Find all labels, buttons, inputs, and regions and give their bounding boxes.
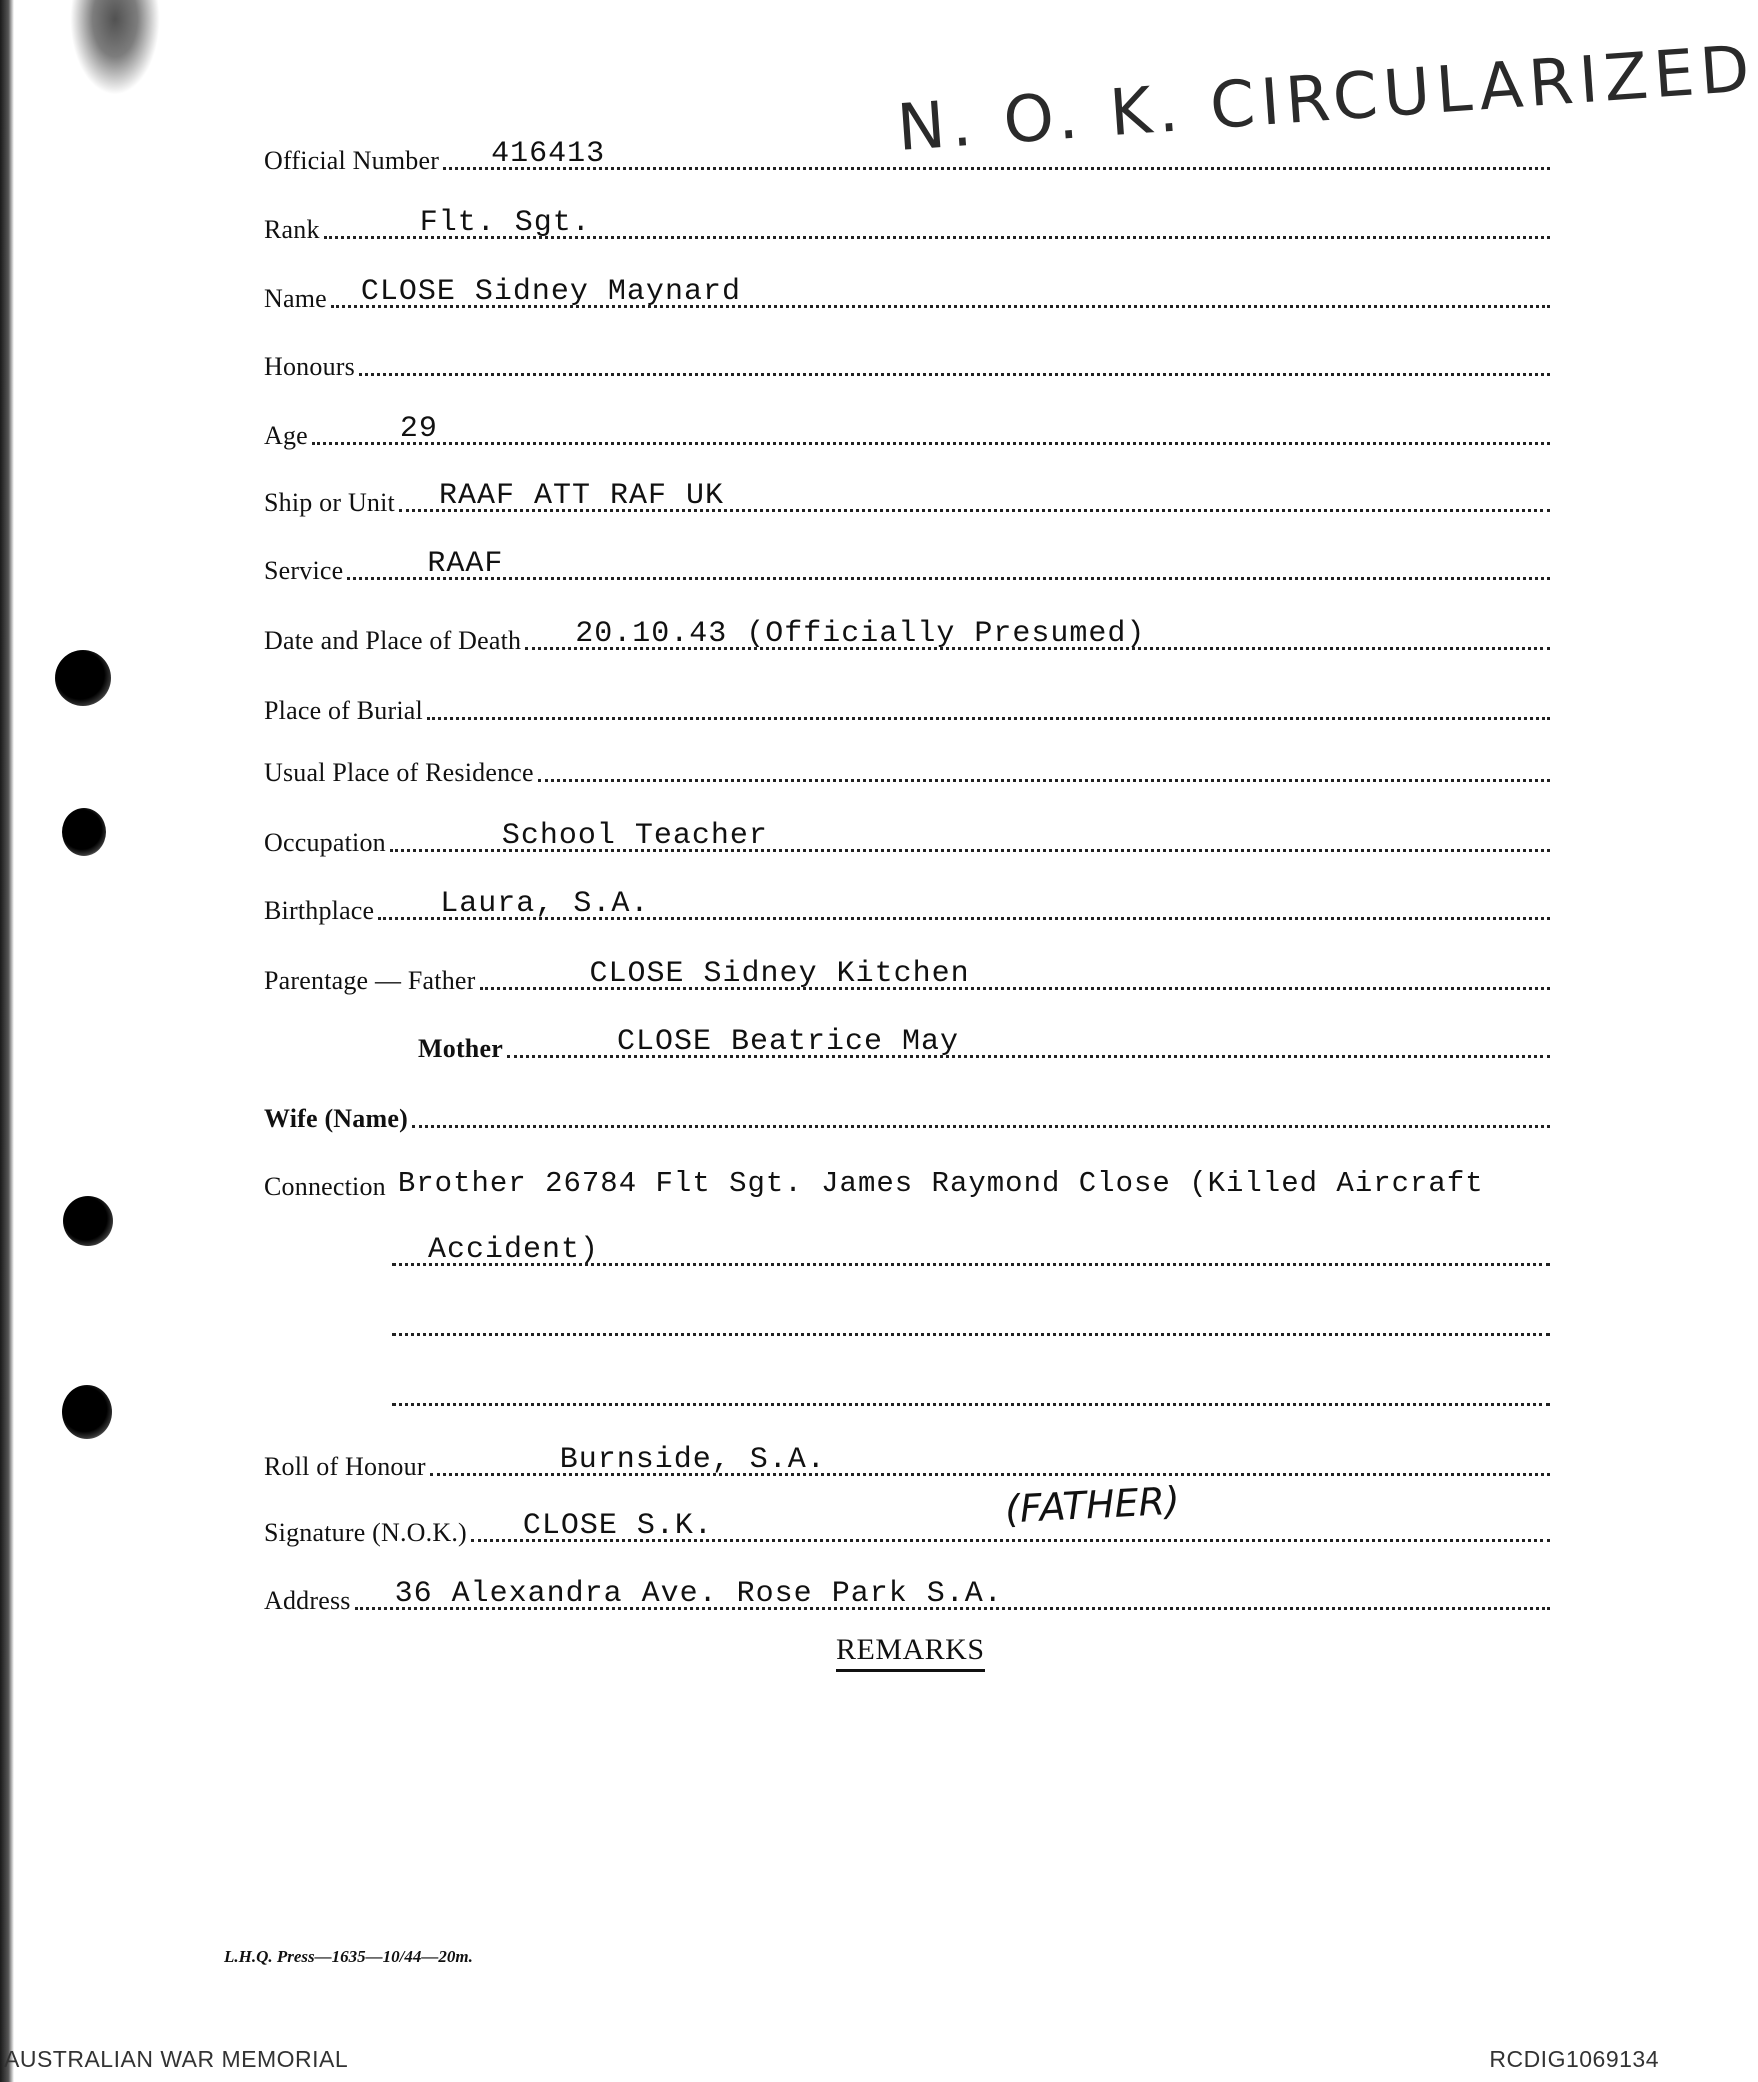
wife-row [264,1088,1550,1132]
name-row [264,268,1550,312]
father-label: Parentage — Father [264,966,476,995]
honours-row [264,336,1550,380]
death-row [264,610,1550,654]
address-value: 36 Alexandra Ave. Rose Park S.A. [394,1577,1003,1611]
nok-circularized-stamp: N. O. K. CIRCULARIZED [894,32,1758,167]
signature-row [264,1502,1550,1546]
address-label: Address [264,1586,351,1615]
mother-label: Mother [418,1034,503,1063]
service-label: Service [264,556,344,585]
footer-archive-name: AUSTRALIAN WAR MEMORIAL [4,2046,349,2072]
burial-label: Place of Burial [264,696,423,725]
rank-label: Rank [264,215,320,244]
burial-row [264,680,1550,724]
service-row [264,540,1550,584]
official-number-label: Official Number [264,146,440,175]
mother-row [418,1018,1550,1062]
scan-edge [0,0,14,2082]
blank-line [392,1296,1550,1340]
age-row [264,405,1550,449]
ship-unit-row [264,472,1550,516]
punch-hole [62,808,106,856]
connection-cont-value: Accident) [428,1233,600,1267]
address-row [264,1570,1550,1614]
signature-value: CLOSE S.K. [522,1509,713,1543]
official-number-row [264,130,1550,174]
connection-row [264,1156,1550,1200]
roll-of-honour-value: Burnside, S.A. [559,1443,826,1477]
press-line: L.H.Q. Press—1635—10/44—20m. [224,1947,473,1966]
father-row [264,950,1550,994]
footer-record-id: RCDIG1069134 [1489,2046,1659,2072]
remarks-heading: REMARKS [836,1633,985,1672]
father-value: CLOSE Sidney Kitchen [589,957,970,991]
scan-smudge [70,0,160,95]
rank-row [264,199,1550,243]
birthplace-value: Laura, S.A. [440,887,650,921]
ship-unit-value: RAAF ATT RAF UK [438,479,725,513]
ship-unit-label: Ship or Unit [264,488,395,517]
birthplace-label: Birthplace [264,896,375,925]
service-value: RAAF [427,547,504,581]
age-value: 29 [399,412,438,446]
wife-label: Wife (Name) [264,1104,408,1133]
mother-value: CLOSE Beatrice May [616,1025,960,1059]
punch-hole [55,650,111,706]
signature-label: Signature (N.O.K.) [264,1518,467,1547]
birthplace-row [264,880,1550,924]
death-label: Date and Place of Death [264,626,522,655]
occupation-value: School Teacher [501,819,768,853]
connection-value: Brother 26784 Flt Sgt. James Raymond Close (Killed Aircraft [397,1167,1484,1200]
connection-cont-row [392,1226,1550,1270]
official-number-value: 416413 [491,137,606,171]
residence-label: Usual Place of Residence [264,758,534,787]
punch-hole [63,1196,113,1246]
roll-of-honour-row [264,1436,1550,1480]
age-label: Age [264,421,308,450]
death-value: 20.10.43 (Officially Presumed) [575,617,1146,651]
roll-of-honour-label: Roll of Honour [264,1452,426,1481]
honours-label: Honours [264,352,355,381]
rank-value: Flt. Sgt. [419,206,591,240]
residence-row [264,742,1550,786]
connection-label: Connection [264,1172,386,1201]
father-handwritten-note: (FATHER) [1003,1478,1181,1532]
punch-hole [62,1385,112,1439]
blank-line [392,1366,1550,1410]
occupation-row [264,812,1550,856]
name-label: Name [264,284,327,313]
occupation-label: Occupation [264,828,386,857]
name-value: CLOSE Sidney Maynard [360,275,741,309]
